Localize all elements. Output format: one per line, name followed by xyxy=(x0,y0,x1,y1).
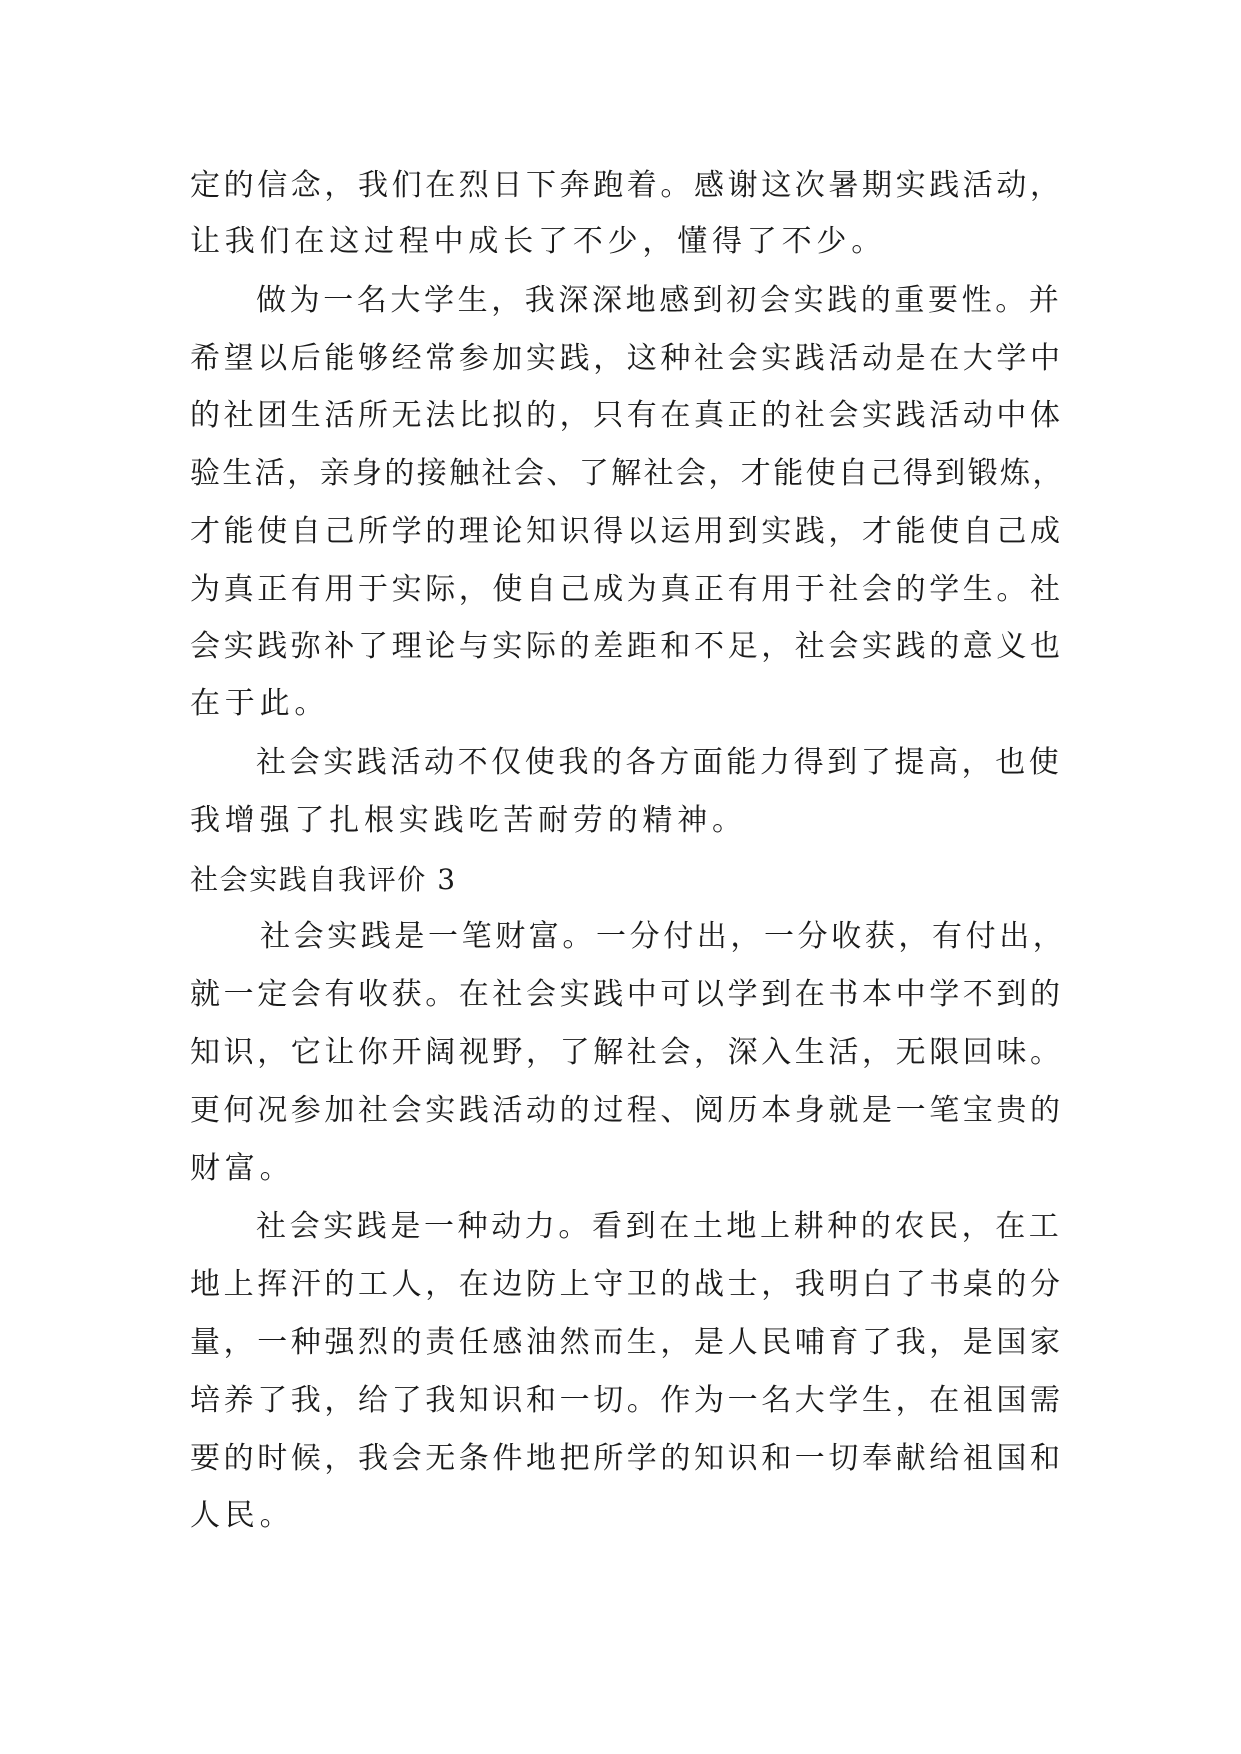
paragraph-4-line-4: 更何况参加社会实践活动的过程、阅历本身就是一笔宝贵的 xyxy=(190,1093,1064,1128)
paragraph-2-line-7: 会实践弥补了理论与实际的差距和不足，社会实践的意义也 xyxy=(190,629,1064,664)
paragraph-2-line-5: 才能使自己所学的理论知识得以运用到实践，才能使自己成 xyxy=(190,514,1064,549)
paragraph-5-line-5: 要的时候，我会无条件地把所学的知识和一切奉献给祖国和 xyxy=(190,1441,1064,1476)
paragraph-4-line-1: 社会实践是一笔财富。一分付出，一分收获，有付出， xyxy=(260,919,1067,954)
paragraph-3-line-1: 社会实践活动不仅使我的各方面能力得到了提高，也使 xyxy=(256,745,1063,780)
paragraph-4-line-2: 就一定会有收获。在社会实践中可以学到在书本中学不到的 xyxy=(190,977,1064,1012)
paragraph-5-line-4: 培养了我，给了我知识和一切。作为一名大学生，在祖国需 xyxy=(190,1383,1064,1418)
paragraph-2-line-3: 的社团生活所无法比拟的，只有在真正的社会实践活动中体 xyxy=(190,398,1064,433)
paragraph-1-line-2: 让我们在这过程中成长了不少，懂得了不少。 xyxy=(190,224,886,259)
paragraph-2-line-6: 为真正有用于实际，使自己成为真正有用于社会的学生。社 xyxy=(190,572,1064,607)
paragraph-3-line-2: 我增强了扎根实践吃苦耐劳的精神。 xyxy=(190,803,747,838)
paragraph-1-line-1: 定的信念，我们在烈日下奔跑着。感谢这次暑期实践活动， xyxy=(190,168,1064,203)
paragraph-2-line-8: 在于此。 xyxy=(190,686,330,721)
paragraph-2-line-4: 验生活，亲身的接触社会、了解社会，才能使自己得到锻炼， xyxy=(190,456,1065,491)
paragraph-2-line-2: 希望以后能够经常参加实践，这种社会实践活动是在大学中 xyxy=(190,341,1064,376)
paragraph-5-line-6: 人民。 xyxy=(190,1498,295,1533)
paragraph-5-line-3: 量，一种强烈的责任感油然而生，是人民哺育了我，是国家 xyxy=(190,1325,1064,1360)
paragraph-4-line-5: 财富。 xyxy=(190,1151,295,1186)
paragraph-2-line-1: 做为一名大学生，我深深地感到初会实践的重要性。并 xyxy=(256,283,1063,318)
paragraph-4-line-3: 知识，它让你开阔视野，了解社会，深入生活，无限回味。 xyxy=(190,1035,1064,1070)
paragraph-5-line-1: 社会实践是一种动力。看到在土地上耕种的农民，在工 xyxy=(256,1209,1063,1244)
section-heading: 社会实践自我评价 3 xyxy=(190,863,457,896)
paragraph-5-line-2: 地上挥汗的工人，在边防上守卫的战士，我明白了书桌的分 xyxy=(190,1267,1064,1302)
